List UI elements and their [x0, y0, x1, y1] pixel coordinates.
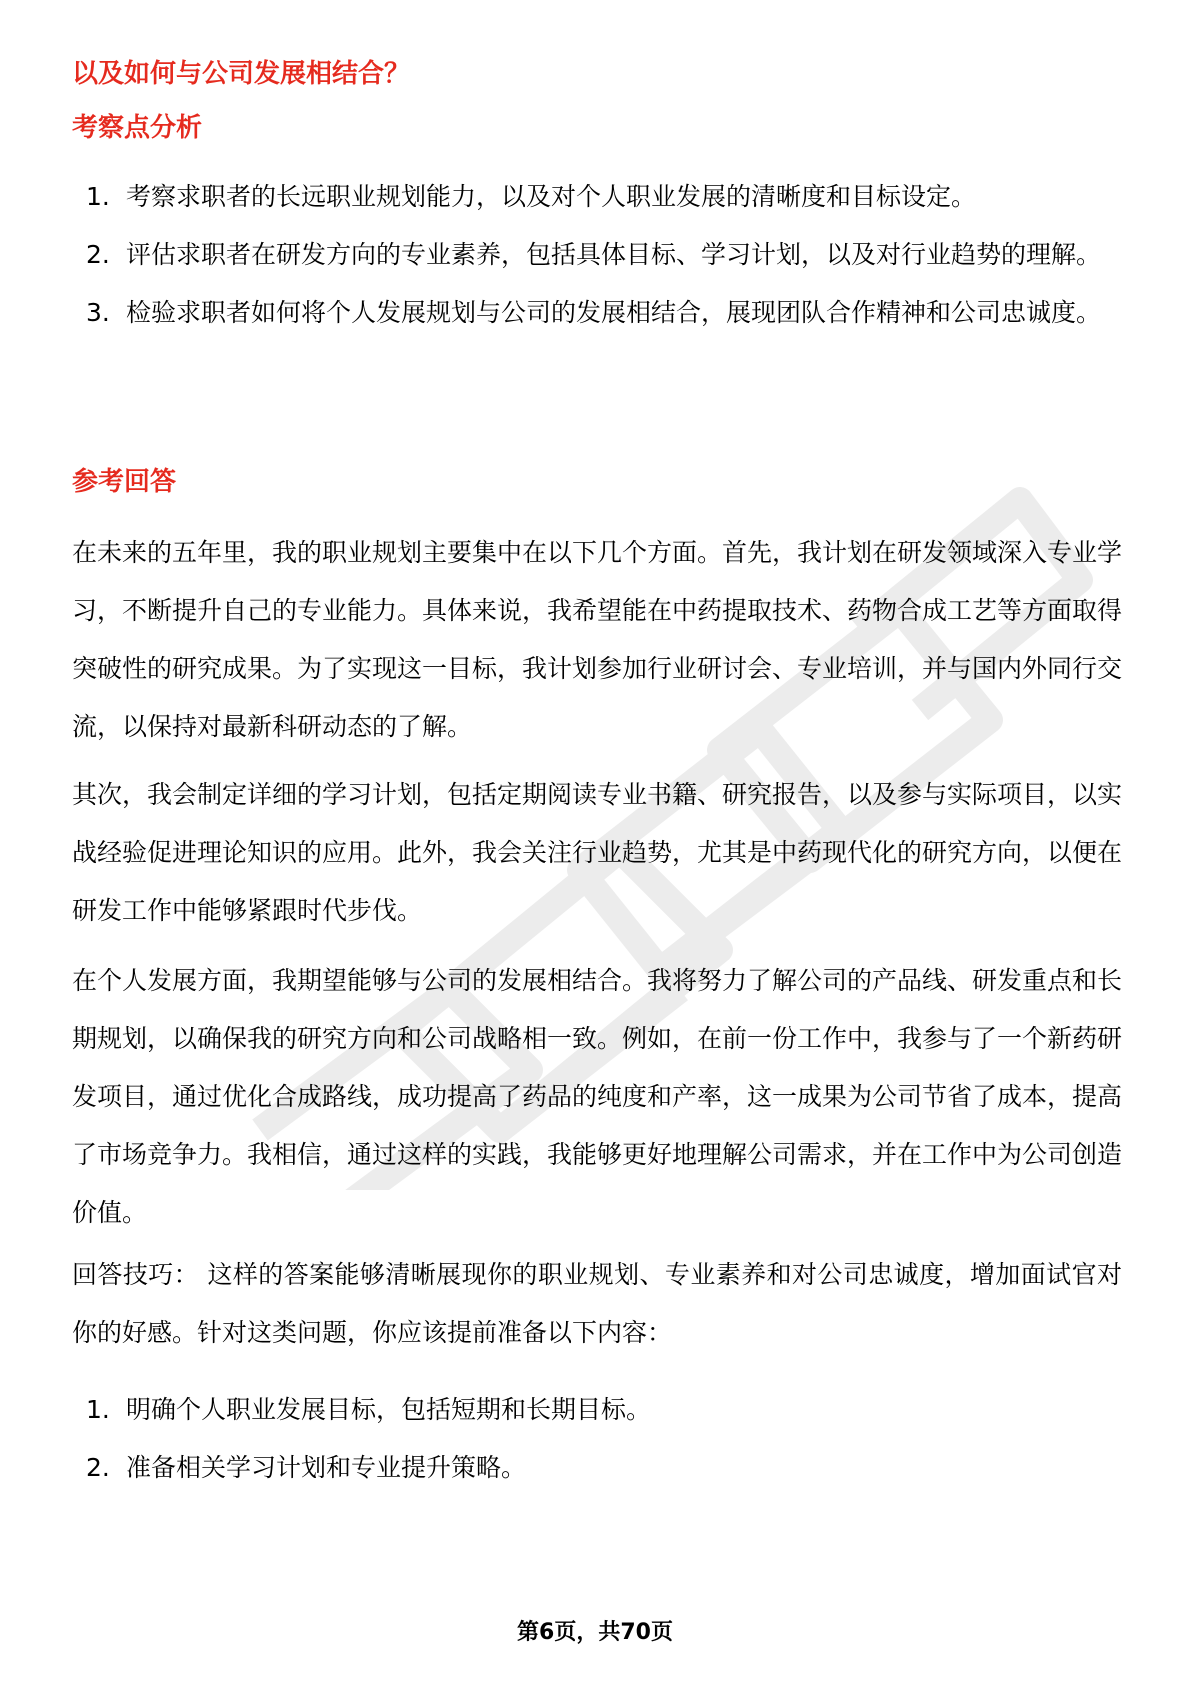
page-number-footer: 第6页，共70页 — [517, 1620, 673, 1645]
list-item-text: 评估求职者在研发方向的专业素养，包括具体目标、学习计划，以及对行业趋势的理解。 — [126, 240, 1102, 269]
list-item — [72, 226, 1122, 284]
list-item — [72, 1381, 1122, 1439]
list-item-number: 3. — [86, 298, 110, 327]
list-item-number: 2. — [86, 240, 110, 269]
list-item-text: 准备相关学习计划和专业提升策略。 — [126, 1453, 527, 1482]
analysis-list — [72, 168, 1122, 342]
answer-paragraph: 在个人发展方面，我期望能够与公司的发展相结合。我将努力了解公司的产品线、研发重点和长期规划，以确保我的研究方向和公司战略相一致。例如，在前一份工作中，我参与了一个新药研发项目，通过优化合成路线，成功提高了药品的纯度和产率，这一成果为公司节省了成本，提高了市场竞争力。我相信，通过这样的实践，我能够更好地理解公司需求，并在工作中为公司创造价值。 — [72, 966, 1123, 1227]
list-item-number: 1. — [86, 182, 110, 211]
list-item — [72, 1439, 1122, 1497]
question-heading: 以及如何与公司发展相结合？ — [72, 59, 411, 89]
list-item — [72, 168, 1122, 226]
answer-paragraph: 在未来的五年里，我的职业规划主要集中在以下几个方面。首先，我计划在研发领域深入专业学习，不断提升自己的专业能力。具体来说，我希望能在中药提取技术、药物合成工艺等方面取得突破性的研究成果。为了实现这一目标，我计划参加行业研讨会、专业培训，并与国内外同行交流，以保持对最新科研动态的了解。 — [72, 538, 1123, 741]
list-item — [72, 284, 1122, 342]
list-item-number: 2. — [86, 1453, 110, 1482]
answer-tips-paragraph: 回答技巧： 这样的答案能够清晰展现你的职业规划、专业素养和对公司忠诚度，增加面试官对你的好感。针对这类问题，你应该提前准备以下内容： — [72, 1260, 1122, 1347]
list-item-text: 明确个人职业发展目标，包括短期和长期目标。 — [126, 1395, 652, 1424]
tips-list — [72, 1381, 1122, 1497]
list-item-text: 检验求职者如何将个人发展规划与公司的发展相结合，展现团队合作精神和公司忠诚度。 — [126, 298, 1102, 327]
section-heading-answer: 参考回答 — [72, 467, 177, 497]
list-item-number: 1. — [86, 1395, 110, 1424]
list-item-text: 考察求职者的长远职业规划能力，以及对个人职业发展的清晰度和目标设定。 — [126, 182, 977, 211]
section-heading-analysis: 考察点分析 — [72, 113, 203, 143]
answer-paragraph: 其次，我会制定详细的学习计划，包括定期阅读专业书籍、研究报告，以及参与实际项目，以实战经验促进理论知识的应用。此外，我会关注行业趋势，尤其是中药现代化的研究方向，以便在研发工作中能够紧跟时代步伐。 — [72, 780, 1123, 925]
